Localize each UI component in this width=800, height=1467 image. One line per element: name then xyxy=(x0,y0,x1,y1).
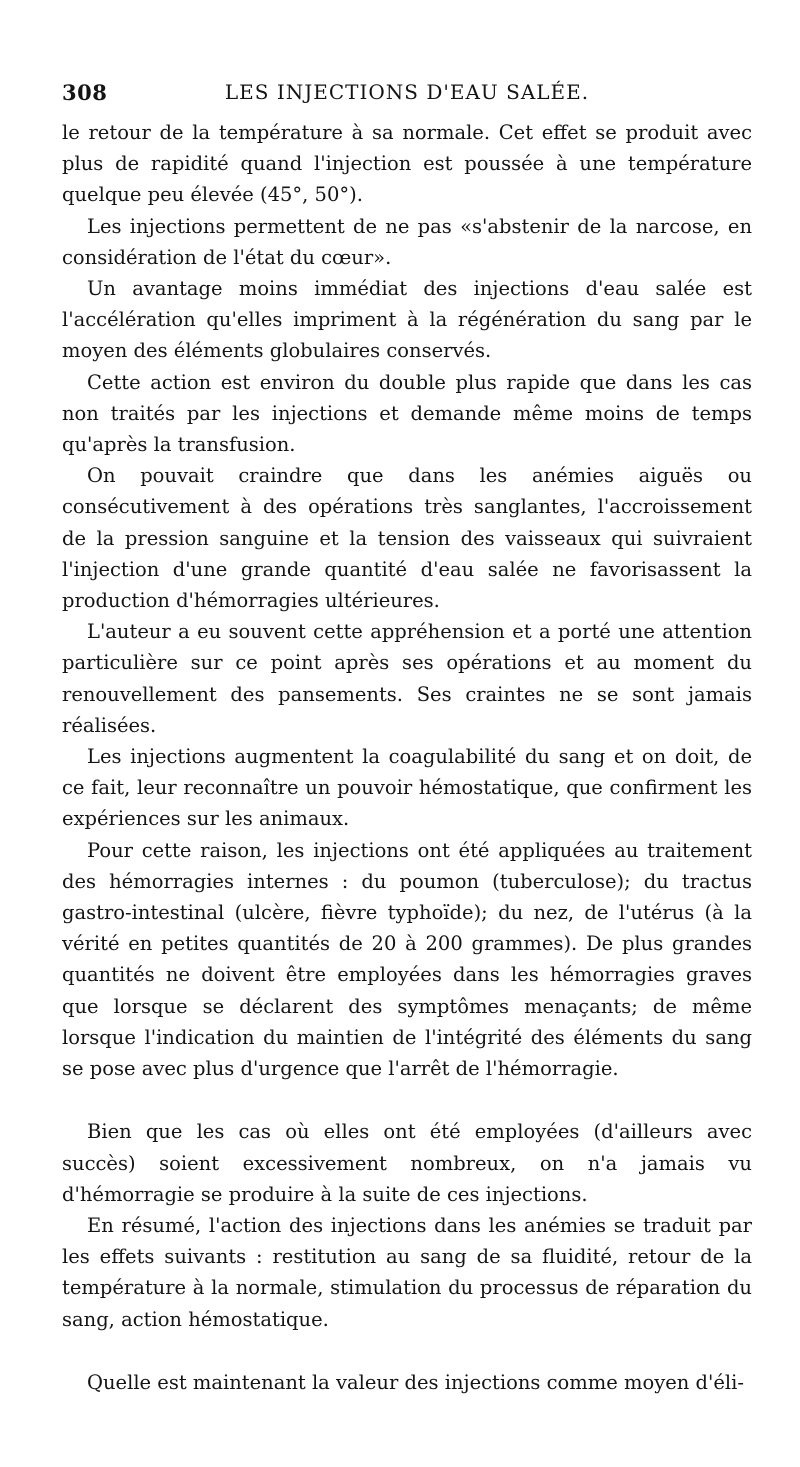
paragraph: Les injections permettent de ne pas «s'abstenir de la narcose, en considération de l'état du cœur». xyxy=(62,214,752,269)
paragraph: Cette action est environ du double plus rapide que dans les cas non traités par les injections et demande même moins de temps qu'après la transfusion. xyxy=(62,370,752,457)
body-text xyxy=(62,117,752,1398)
page-header xyxy=(62,80,752,110)
paragraph: le retour de la température à sa normale. Cet effet se produit avec plus de rapidité quand l'injection est poussée à une température quelque peu élevée (45°, 50°). xyxy=(62,121,752,207)
paragraph: Bien que les cas où elles ont été employées (d'ailleurs avec succès) soient excessivement nombreux, on n'a jamais vu d'hémorragie se produire à la suite de ces injections. xyxy=(62,1120,752,1206)
paragraph: Pour cette raison, les injections ont été appliquées au traitement des hémorragies internes : du poumon (tuberculose); du tractus gastro-intestinal (ulcère, fièvre typhoïde); du nez, de l'utérus (à la vérité en petites quantités de 20 à 200 grammes). De plus grandes quantités ne doivent être employées dans les hémorragies graves que lorsque se déclarent des symptômes menaçants; de même lorsque l'indication du maintien de l'intégrité des éléments du sang se pose avec plus d'urgence que l'arrêt de l'hémorragie. xyxy=(62,838,752,1081)
paragraph: L'auteur a eu souvent cette appréhension et a porté une attention particulière sur ce point après ses opérations et au moment du renouvellement des pansements. Ses craintes ne se sont jamais réalisées. xyxy=(62,620,752,737)
paragraph: Quelle est maintenant la valeur des injections comme moyen d'éli- xyxy=(87,1370,744,1394)
running-title: LES INJECTIONS D'EAU SALÉE. xyxy=(224,80,590,104)
paragraph: Un avantage moins immédiat des injections d'eau salée est l'accélération qu'elles impriment à la régénération du sang par le moyen des éléments globulaires conservés. xyxy=(62,277,752,363)
paragraph-gap xyxy=(62,1084,752,1116)
paragraph: En résumé, l'action des injections dans les anémies se traduit par les effets suivants : restitution au sang de sa fluidité, retour de la température à la normale, stimulation du processus de réparation du sang, action hémostatique. xyxy=(62,1213,752,1331)
page-number: 308 xyxy=(62,80,108,105)
paragraph-gap xyxy=(62,1335,752,1367)
paragraph: On pouvait craindre que dans les anémies aiguës ou consécutivement à des opérations très sanglantes, l'accroissement de la pression sanguine et la tension des vaisseaux qui suivraient l'injection d'une grande quantité d'eau salée ne favorisassent la production d'hémorragies ultérieures. xyxy=(62,464,752,613)
paragraph: Les injections augmentent la coagulabilité du sang et on doit, de ce fait, leur reconnaître un pouvoir hémostatique, que confirment les expériences sur les animaux. xyxy=(62,745,752,831)
